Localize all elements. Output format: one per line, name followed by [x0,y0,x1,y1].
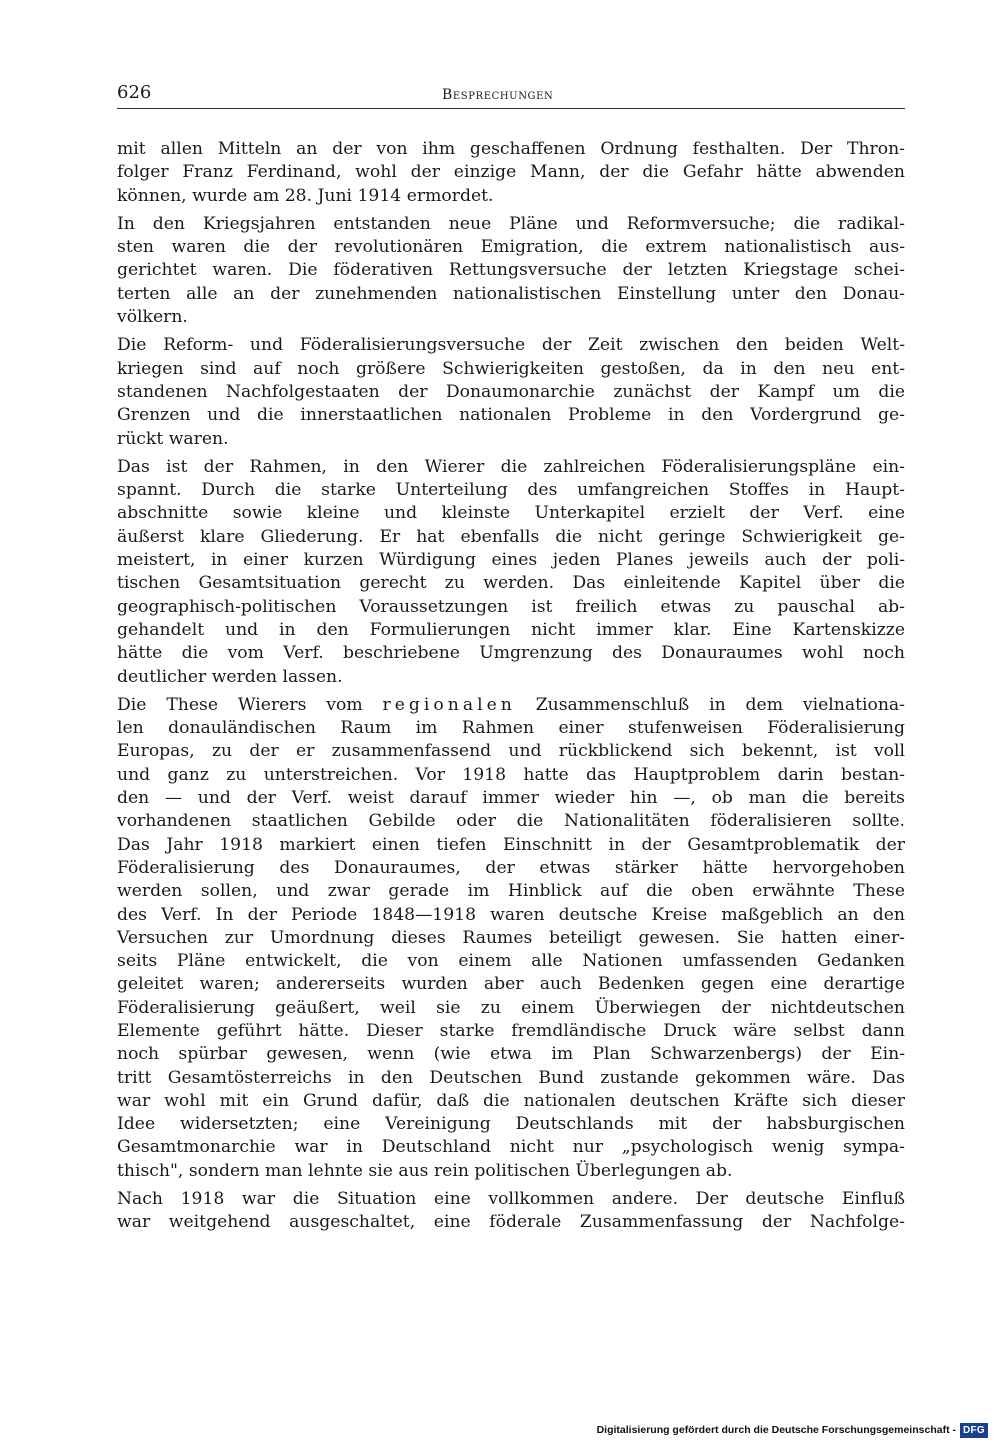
text-segment: Die These Wierers vom [117,694,383,715]
credit-text: Digitalisierung gefördert durch die Deutsche Forschungsgemeinschaft - [596,1424,956,1436]
text-line: werden sollen, und zwar gerade im Hinblick auf die oben erwähnte These [117,881,905,902]
text-line: geleitet waren; andererseits wurden aber auch Bedenken gegen eine derartige [117,974,905,995]
text-line: len donauländischen Raum im Rahmen einer stufenweisen Föderalisierung [117,718,905,739]
text-line: folger Franz Ferdinand, wohl der einzige Mann, der die Gefahr hätte abwenden [117,162,905,183]
paragraph-4 [117,456,905,689]
text-line: meistert, in einer kurzen Würdigung eines jeden Planes jeweils auch der poli- [117,550,905,571]
text-line: deutlicher werden lassen. [117,666,343,687]
text-line: Elemente geführt hätte. Dieser starke fremdländische Druck wäre selbst dann [117,1020,905,1041]
paragraph-1 [117,138,905,208]
digitization-credit [597,1421,988,1439]
page-number: 626 [117,82,152,103]
page-header [117,82,905,109]
text-line: und ganz zu unterstreichen. Vor 1918 hatte das Hauptproblem darin bestan- [117,764,905,785]
text-line: Idee widersetzten; eine Vereinigung Deutschlands mit der habsburgischen [117,1114,905,1135]
dfg-logo: DFG [960,1423,988,1438]
text-line: Nach 1918 war die Situation eine vollkommen andere. Der deutsche Einfluß [117,1189,905,1210]
text-line: seits Pläne entwickelt, die von einem alle Nationen umfassenden Gedanken [117,951,905,972]
text-line: abschnitte sowie kleine und kleinste Unterkapitel erzielt der Verf. eine [117,503,905,524]
text-line: tritt Gesamtösterreichs in den Deutschen Bund zustande gekommen wäre. Das [117,1067,905,1088]
text-line: können, wurde am 28. Juni 1914 ermordet. [117,185,494,206]
text-line: mit allen Mitteln an der von ihm geschaffenen Ordnung festhalten. Der Thron- [117,139,905,159]
emphasized-term: regionalen [382,694,516,715]
text-line: Föderalisierung geäußert, weil sie zu einem Überwiegen der nichtdeutschen [117,997,905,1018]
text-line: noch spürbar gewesen, wenn (wie etwa im Plan Schwarzenbergs) der Ein- [117,1044,905,1065]
text-line: war wohl mit ein Grund dafür, daß die nationalen deutschen Kräfte sich dieser [117,1090,905,1111]
paragraph-5 [117,694,905,1183]
text-line [117,694,905,717]
text-line: den — und der Verf. weist darauf immer wieder hin —, ob man die bereits [117,788,905,809]
text-line: sten waren die der revolutionären Emigration, die extrem nationalistisch aus- [117,237,905,258]
paragraph-3 [117,334,905,450]
text-line: rückt waren. [117,428,229,449]
text-line: standenen Nachfolgestaaten der Donaumonarchie zunächst der Kampf um die [117,381,905,402]
text-line: war weitgehend ausgeschaltet, eine föderale Zusammenfassung der Nachfolge- [117,1212,905,1233]
text-line: Europas, zu der er zusammenfassend und rückblickend sich bekennt, ist voll [117,741,905,762]
text-line: tischen Gesamtsituation gerecht zu werden. Das einleitende Kapitel über die [117,573,905,594]
text-line: hätte die vom Verf. beschriebene Umgrenzung des Donauraumes wohl noch [117,643,905,664]
text-line: Die Reform- und Föderalisierungsversuche der Zeit zwischen den beiden Welt- [117,335,905,356]
text-line: kriegen sind auf noch größere Schwierigkeiten gestoßen, da in den neu ent- [117,358,905,379]
text-line: Grenzen und die innerstaatlichen nationalen Probleme in den Vordergrund ge- [117,405,905,426]
text-line: Das ist der Rahmen, in den Wierer die zahlreichen Föderalisierungspläne ein- [117,456,905,477]
text-line: Das Jahr 1918 markiert einen tiefen Einschnitt in der Gesamtproblematik der [117,834,905,855]
text-line: des Verf. In der Periode 1848—1918 waren deutsche Kreise maßgeblich an den [117,904,905,925]
text-line: geographisch-politischen Voraussetzungen ist freilich etwas zu pauschal ab- [117,596,905,617]
text-line: äußerst klare Gliederung. Er hat ebenfalls die nicht geringe Schwierigkeit ge- [117,526,905,547]
body-text [117,138,905,1240]
text-line: Gesamtmonarchie war in Deutschland nicht nur „psychologisch wenig sympa- [117,1137,905,1158]
text-line: spannt. Durch die starke Unterteilung des umfangreichen Stoffes in Haupt- [117,480,905,501]
paragraph-2 [117,213,905,329]
text-line: vorhandenen staatlichen Gebilde oder die Nationalitäten föderalisieren sollte. [117,811,905,832]
running-head: Besprechungen [442,87,554,103]
paragraph-6 [117,1188,905,1235]
text-line: gerichtet waren. Die föderativen Rettungsversuche der letzten Kriegstage schei- [117,260,905,281]
text-line: In den Kriegsjahren entstanden neue Pläne und Reformversuche; die radikal- [117,213,905,234]
text-segment: Zusammenschluß in dem vielnationa- [515,694,905,715]
text-line: Versuchen zur Umordnung dieses Raumes beteiligt gewesen. Sie hatten einer- [117,927,905,948]
text-line: Föderalisierung des Donauraumes, der etwas stärker hätte hervorgehoben [117,857,905,878]
text-line: gehandelt und in den Formulierungen nicht immer klar. Eine Kartenskizze [117,619,905,640]
text-line: thisch", sondern man lehnte sie aus rein politischen Überlegungen ab. [117,1160,733,1181]
text-line: terten alle an der zunehmenden nationalistischen Einstellung unter den Donau- [117,283,905,304]
text-line: völkern. [117,307,188,328]
